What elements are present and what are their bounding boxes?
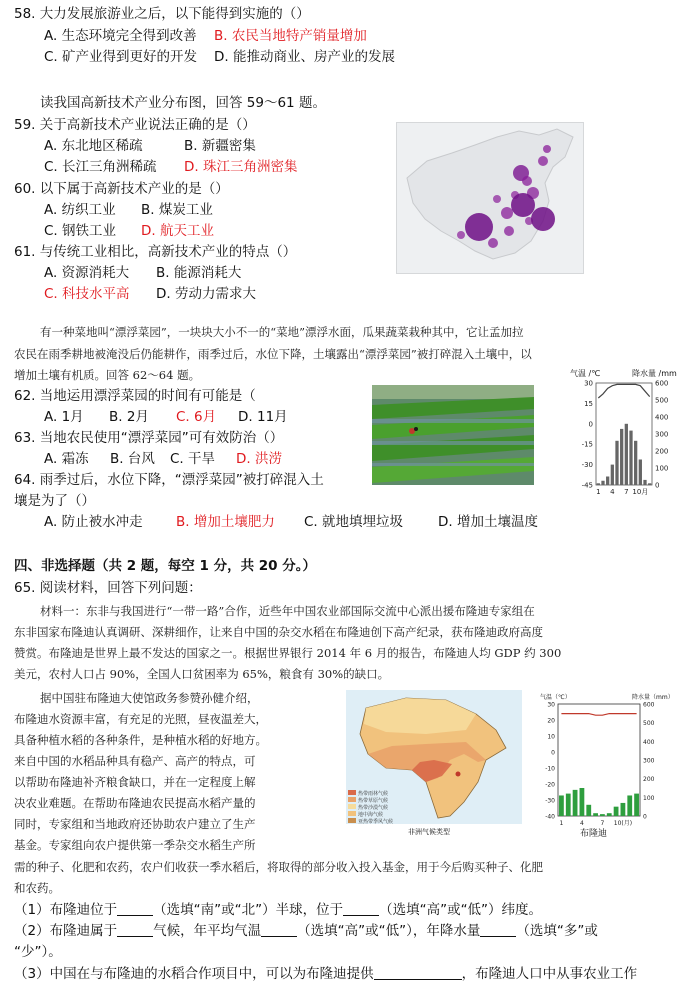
- precip-bar: [611, 465, 614, 485]
- left-tick-label: -10: [545, 765, 555, 773]
- left-tick-label: 0: [551, 749, 555, 757]
- sub1-blank-2[interactable]: [343, 901, 379, 916]
- africa-map-figure: [346, 690, 522, 838]
- right-tick-label: 600: [643, 701, 655, 709]
- q65-sub2-cont: “少”）。: [14, 944, 62, 960]
- right-tick-label: 200: [643, 776, 655, 784]
- climate-chart-bangladesh: [548, 365, 684, 500]
- q63-option-b[interactable]: B. 台风: [110, 451, 155, 467]
- right-tick-label: 500: [655, 396, 669, 405]
- burundi-marker: [456, 772, 461, 777]
- q61-option-a[interactable]: A. 资源消耗大: [44, 265, 130, 281]
- material2-line6: 决农业难题。在帮助布隆迪农民提高水稻产量的: [14, 796, 256, 810]
- x-tick-label: 10(月): [613, 820, 633, 827]
- right-tick-label: 600: [655, 379, 669, 388]
- right-tick-label: 500: [643, 720, 655, 728]
- x-tick-label: 1: [559, 820, 564, 827]
- q60-options: [44, 200, 213, 220]
- hub-yangtze-delta: [511, 193, 535, 217]
- precip-bar: [566, 794, 571, 816]
- section4-title: 四、非选择题（共 2 题，每空 1 分，共 20 分。）: [14, 558, 317, 574]
- climate1-temp-curve: [598, 384, 649, 398]
- climate2-temp-curve: [561, 714, 636, 716]
- sub3-part-b: ，布隆迪人口中从事农业工作: [461, 966, 638, 982]
- left-tick-label: -30: [581, 461, 593, 470]
- q65-sub1: [14, 900, 542, 920]
- q63-options: [44, 449, 282, 469]
- x-tick-label: 7: [600, 820, 605, 827]
- precip-bar: [614, 807, 619, 816]
- q59-stem: 59. 关于高新技术产业说法正确的是（）: [14, 117, 256, 133]
- hub-guangxi: [488, 238, 498, 248]
- right-tick-label: 0: [643, 813, 647, 821]
- q60-option-d[interactable]: D. 航天工业: [141, 223, 214, 239]
- hub-changsha: [504, 226, 514, 236]
- hub-xian: [493, 195, 501, 203]
- right-tick-label: 400: [655, 413, 669, 422]
- q64-stem-2: 壤是为了（）: [14, 493, 95, 509]
- left-tick-label: -20: [545, 781, 555, 789]
- sub1-blank-1[interactable]: [117, 901, 153, 916]
- climate2-precip-label: 降水量（mm）: [632, 694, 674, 701]
- climate2-temp-label: 气温（℃）: [540, 694, 571, 701]
- floating-garden-photo: [372, 385, 534, 485]
- left-tick-label: -15: [581, 440, 593, 449]
- q65-sub2: [14, 921, 598, 941]
- q58-options-2: [44, 47, 395, 67]
- q61-option-d[interactable]: D. 劳动力需求大: [156, 286, 256, 302]
- q62-options: [44, 407, 288, 427]
- left-tick-label: 0: [588, 420, 593, 429]
- sub3-part-a: （3）中国在与布隆迪的水稻合作项目中，可以为布隆迪提供: [14, 966, 374, 982]
- hub-chongqing: [465, 213, 493, 241]
- q58-option-a[interactable]: A. 生态环境完全得到改善: [44, 28, 197, 44]
- q63-option-c[interactable]: C. 干旱: [170, 451, 216, 467]
- intro-59: 读我国高新技术产业分布图，回答 59～61 题。: [40, 95, 326, 111]
- q59-option-c[interactable]: C. 长江三角洲稀疏: [44, 159, 157, 175]
- sub1-part-c: （选填“高”或“低”）纬度。: [379, 902, 543, 918]
- q62-option-b[interactable]: B. 2月: [109, 409, 149, 425]
- q64-option-c[interactable]: C. 就地填埋垃圾: [304, 514, 404, 530]
- precip-bar: [600, 814, 605, 816]
- left-tick-label: 10: [547, 733, 555, 741]
- q64-stem-1: 64. 雨季过后，水位下降，“漂浮菜园”被打碎混入土: [14, 472, 324, 488]
- precip-bar: [634, 794, 639, 816]
- climate1-precip-label: 降水量 /mm: [632, 369, 677, 378]
- left-tick-label: -45: [581, 481, 593, 490]
- passage62-line1: 有一种菜地叫“漂浮菜园”，一块块大小不一的“菜地”漂浮水面，瓜果蔬菜栽种其中，它让孟加拉: [40, 325, 524, 339]
- q61-option-c[interactable]: C. 科技水平高: [44, 286, 130, 302]
- legend-subtropical: 亚热带季风气候: [358, 819, 394, 825]
- q58-option-d[interactable]: D. 能推动商业、房产业的发展: [214, 49, 395, 65]
- material3-line1: 需的种子、化肥和农药，农户们收获一季水稻后，将取得的部分收入投入基金，用于今后购买种子、化肥: [14, 860, 543, 874]
- floating-garden-image: [372, 385, 534, 485]
- material2-line2: 布隆迪水资源丰富，有充足的光照，昼夜温差大，: [14, 712, 267, 726]
- sub2-blank-3[interactable]: [480, 922, 516, 937]
- climate-chart-2: [528, 690, 688, 838]
- q59-options: [44, 136, 256, 156]
- right-tick-label: 400: [643, 738, 655, 746]
- x-tick-label: 4: [580, 820, 584, 827]
- precip-bar: [586, 805, 591, 816]
- sub2-blank-2[interactable]: [261, 922, 297, 937]
- q60-option-a[interactable]: A. 纺织工业: [44, 202, 116, 218]
- precip-bar: [639, 460, 642, 486]
- q63-stem: 63. 当地农民使用“漂浮菜园”可有效防治（）: [14, 430, 284, 446]
- hub-pearl-delta: [531, 207, 555, 231]
- legend-savanna: 热带草原气候: [358, 798, 389, 804]
- legend-mediterranean: 地中海气候: [358, 812, 384, 818]
- precip-bar: [597, 483, 600, 485]
- precip-bar: [593, 813, 598, 816]
- climate-chart-burundi: [528, 690, 688, 838]
- sub2-part-a: （2）布隆迪属于: [14, 923, 118, 939]
- q61-options: [44, 263, 241, 283]
- precip-bar: [634, 441, 637, 485]
- precip-bar: [627, 795, 632, 816]
- q64-option-d[interactable]: D. 增加土壤温度: [438, 514, 538, 530]
- sub3-blank-1[interactable]: [374, 965, 462, 980]
- q61-option-b[interactable]: B. 能源消耗大: [156, 265, 242, 281]
- sub1-part-a: （1）布隆迪位于: [14, 902, 118, 918]
- q60-option-c[interactable]: C. 钢铁工业: [44, 223, 117, 239]
- africa-map-caption: 非洲气候类型: [408, 828, 450, 836]
- left-tick-label: 30: [547, 701, 555, 709]
- precip-bar: [615, 441, 618, 485]
- material2-line5: 以帮助布隆迪补齐粮食缺口，并在一定程度上解: [14, 775, 256, 789]
- china-hightech-map: [396, 122, 584, 274]
- climate1-temp-label: 气温 /℃: [570, 369, 601, 378]
- x-tick-label: 4: [610, 488, 615, 496]
- q59-option-b[interactable]: B. 新疆密集: [184, 138, 256, 154]
- passage62-line2: 农民在雨季耕地被淹没后仍能耕作，雨季过后，水位下降，土壤露出“漂浮菜园”被打碎混入土壤中，以: [14, 347, 532, 361]
- legend-desert: 热带沙漠气候: [358, 805, 389, 811]
- hub-yunnan: [457, 231, 465, 239]
- climate-chart-1: [548, 365, 684, 500]
- precip-bar: [625, 424, 628, 485]
- q65-stem: 65. 阅读材料，回答下列问题：: [14, 580, 202, 596]
- left-tick-label: -30: [545, 797, 555, 805]
- material2-line3: 具备种植水稻的各种条件，是种植水稻的好地方。: [14, 733, 267, 747]
- precip-bar: [643, 480, 646, 485]
- legend-rainforest: 热带雨林气候: [358, 791, 389, 797]
- q58-stem: 58. 大力发展旅游业之后，以下能得到实施的（）: [14, 6, 310, 22]
- china-map-figure: [397, 123, 583, 273]
- x-tick-label: 10月: [632, 488, 649, 496]
- left-tick-label: 15: [584, 399, 593, 408]
- material2-line7: 同时，专家组和当地政府还协助农户建立了生产: [14, 817, 256, 831]
- q60-stem: 60. 以下属于高新技术产业的是（）: [14, 181, 229, 197]
- precip-bar: [620, 429, 623, 485]
- q59-option-d[interactable]: D. 珠江三角洲密集: [184, 159, 298, 175]
- right-tick-label: 100: [643, 794, 655, 802]
- right-tick-label: 200: [655, 447, 669, 456]
- q65-sub3: [14, 964, 637, 984]
- q58-option-c[interactable]: C. 矿产业得到更好的开发: [44, 49, 198, 65]
- right-tick-label: 300: [655, 430, 669, 439]
- q60-option-b[interactable]: B. 煤炭工业: [141, 202, 213, 218]
- q62-stem: 62. 当地运用漂浮菜园的时间有可能是（: [14, 388, 256, 404]
- material2-line8: 基金。专家组向农户提供第一季杂交水稻生产所: [14, 838, 256, 852]
- hub-tianjin: [522, 176, 532, 186]
- q58-option-b[interactable]: B. 农民当地特产销量增加: [214, 28, 367, 44]
- precip-bar: [621, 803, 626, 816]
- q60-options-2: [44, 221, 214, 241]
- right-tick-label: 300: [643, 757, 655, 765]
- precip-bar: [573, 790, 578, 816]
- precip-bar: [559, 795, 564, 816]
- q63-option-d[interactable]: D. 洪涝: [236, 451, 282, 467]
- material1-line4: 美元，农村人口占 90%，全国人口贫困率为 65%，粮食有 30%的缺口。: [14, 667, 390, 681]
- sub2-part-c: （选填“高”或“低”），年降水量: [297, 923, 481, 939]
- right-tick-label: 0: [655, 481, 660, 490]
- precip-bar: [580, 788, 585, 816]
- precip-bar: [629, 431, 632, 485]
- x-tick-label: 7: [624, 488, 629, 496]
- q62-option-a[interactable]: A. 1月: [44, 409, 84, 425]
- sub2-blank-1[interactable]: [117, 922, 153, 937]
- q64-options: [44, 512, 538, 532]
- precip-bar: [601, 481, 604, 485]
- q63-option-a[interactable]: A. 霜冻: [44, 451, 89, 467]
- sub2-part-d: （选填“多”或: [516, 923, 598, 939]
- material1-line2: 东非国家布隆迪认真调研、深耕细作，让来自中国的杂交水稻在布隆迪创下高产纪录，获布隆迪政府高度: [14, 625, 543, 639]
- x-tick-label: 1: [596, 488, 601, 496]
- q61-stem: 61. 与传统工业相比，高新技术产业的特点（）: [14, 244, 297, 260]
- q61-options-2: [44, 284, 256, 304]
- q59-options-2: [44, 157, 297, 177]
- material2-line4: 来自中国的水稻品种具有稳产、高产的特点，可: [14, 754, 256, 768]
- passage62-line3: 增加土壤有机质。回答 62～64 题。: [14, 368, 201, 382]
- left-tick-label: 30: [584, 379, 593, 388]
- left-tick-label: 20: [547, 717, 555, 725]
- left-tick-label: -40: [545, 813, 555, 821]
- q62-option-c[interactable]: C. 6月: [176, 409, 217, 425]
- q64-option-a[interactable]: A. 防止被水冲走: [44, 514, 143, 530]
- precip-bar: [648, 483, 651, 485]
- q59-option-a[interactable]: A. 东北地区稀疏: [44, 138, 143, 154]
- sub1-part-b: （选填“南”或“北”）半球，位于: [153, 902, 344, 918]
- q58-options: [44, 26, 367, 46]
- q64-option-b[interactable]: B. 增加土壤肥力: [176, 514, 275, 530]
- q62-option-d[interactable]: D. 11月: [238, 409, 288, 425]
- precip-bar: [606, 477, 609, 486]
- africa-climate-map: [346, 690, 522, 838]
- material1-line3: 赞赏。布隆迪是世界上最不发达的国家之一。根据世界银行 2014 年 6 月的报告，布隆迪人均 GDP 约 300: [14, 646, 562, 660]
- material3-line2: 和农药。: [14, 881, 60, 895]
- material1-line1: 材料一：东非与我国进行“一带一路”合作，近些年中国农业部国际交流中心派出援布隆迪专家组在: [40, 604, 535, 618]
- material2-line1: 据中国驻布隆迪大使馆政务参赞孙健介绍，: [40, 691, 259, 705]
- hub-northeast-2: [538, 156, 548, 166]
- hub-northeast-1: [543, 145, 551, 153]
- climate2-place: 布隆迪: [580, 829, 608, 838]
- right-tick-label: 100: [655, 464, 669, 473]
- hub-wuhan: [501, 207, 513, 219]
- sub2-part-b: 气候，年平均气温: [153, 923, 262, 939]
- precip-bar: [607, 813, 612, 816]
